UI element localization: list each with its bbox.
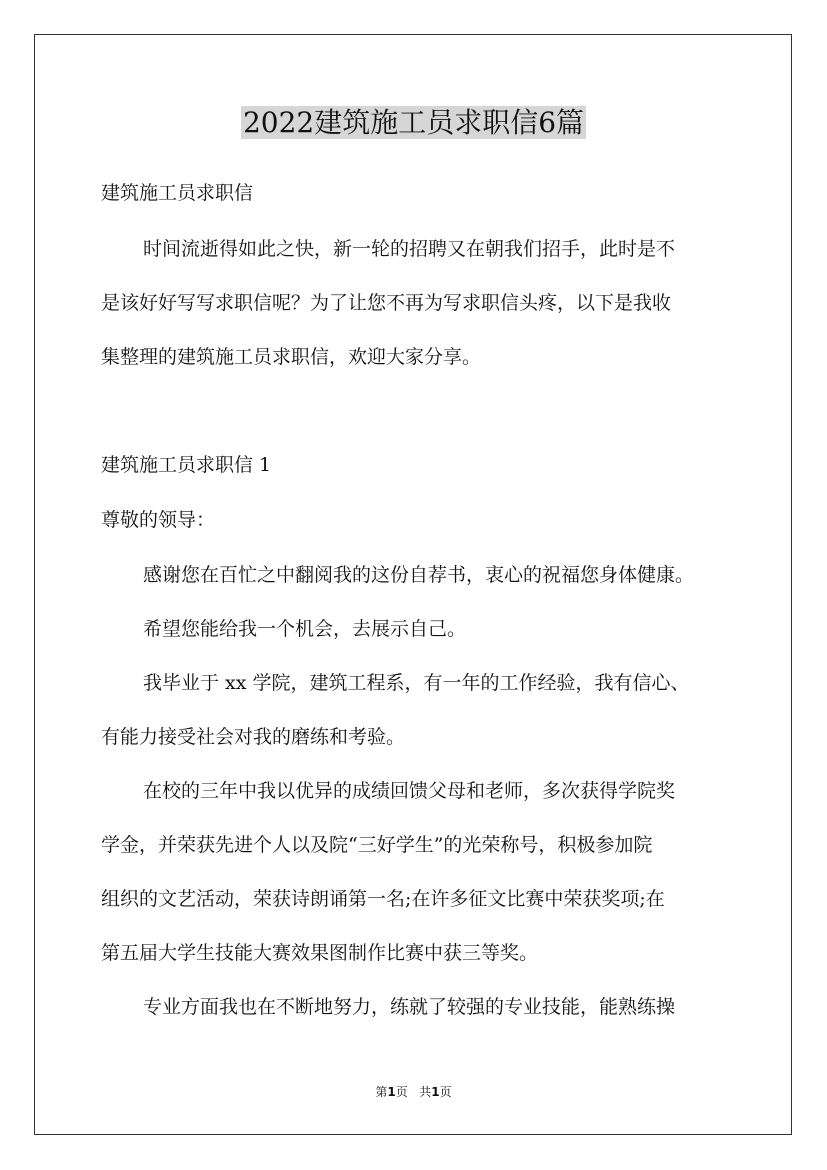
paragraph-line: 有能力接受社会对我的磨练和考验。 <box>101 726 406 748</box>
paragraph-line: 在校的三年中我以优异的成绩回馈父母和老师，多次获得学院奖 <box>143 780 676 802</box>
footer-suffix: 页 <box>439 1085 452 1099</box>
footer-prefix: 第 <box>375 1085 388 1099</box>
document-title <box>0 104 827 142</box>
paragraph-line: 第五届大学生技能大赛效果图制作比赛中获三等奖。 <box>101 942 539 964</box>
paragraph-line: 感谢您在百忙之中翻阅我的这份自荐书，衷心的祝福您身体健康。 <box>143 564 695 586</box>
footer-total-pages: 1 <box>431 1085 440 1099</box>
paragraph-line: 学金，并荣获先进个人以及院“三好学生”的光荣称号，积极参加院 <box>101 834 653 856</box>
section-heading: 建筑施工员求职信 <box>101 182 254 204</box>
paragraph-line: 我毕业于 xx 学院，建筑工程系，有一年的工作经验，我有信心、 <box>143 672 690 694</box>
footer-current-page: 1 <box>387 1085 396 1099</box>
document-title-text: 2022建筑施工员求职信6篇 <box>242 106 585 139</box>
paragraph-line: 时间流逝得如此之快，新一轮的招聘又在朝我们招手，此时是不 <box>143 238 676 260</box>
paragraph-line: 是该好好写写求职信呢？为了让您不再为写求职信头疼，以下是我收 <box>101 292 672 314</box>
paragraph-line: 集整理的建筑施工员求职信，欢迎大家分享。 <box>101 346 482 368</box>
footer-mid: 页 共 <box>395 1085 432 1099</box>
page-footer <box>0 1083 827 1101</box>
paragraph-line: 专业方面我也在不断地努力，练就了较强的专业技能，能熟练操 <box>143 996 676 1018</box>
section-heading: 建筑施工员求职信 1 <box>101 454 272 476</box>
paragraph-line: 希望您能给我一个机会，去展示自己。 <box>143 618 467 640</box>
salutation: 尊敬的领导： <box>101 509 216 531</box>
paragraph-line: 组织的文艺活动，荣获诗朗诵第一名;在许多征文比赛中荣获奖项;在 <box>101 888 665 910</box>
